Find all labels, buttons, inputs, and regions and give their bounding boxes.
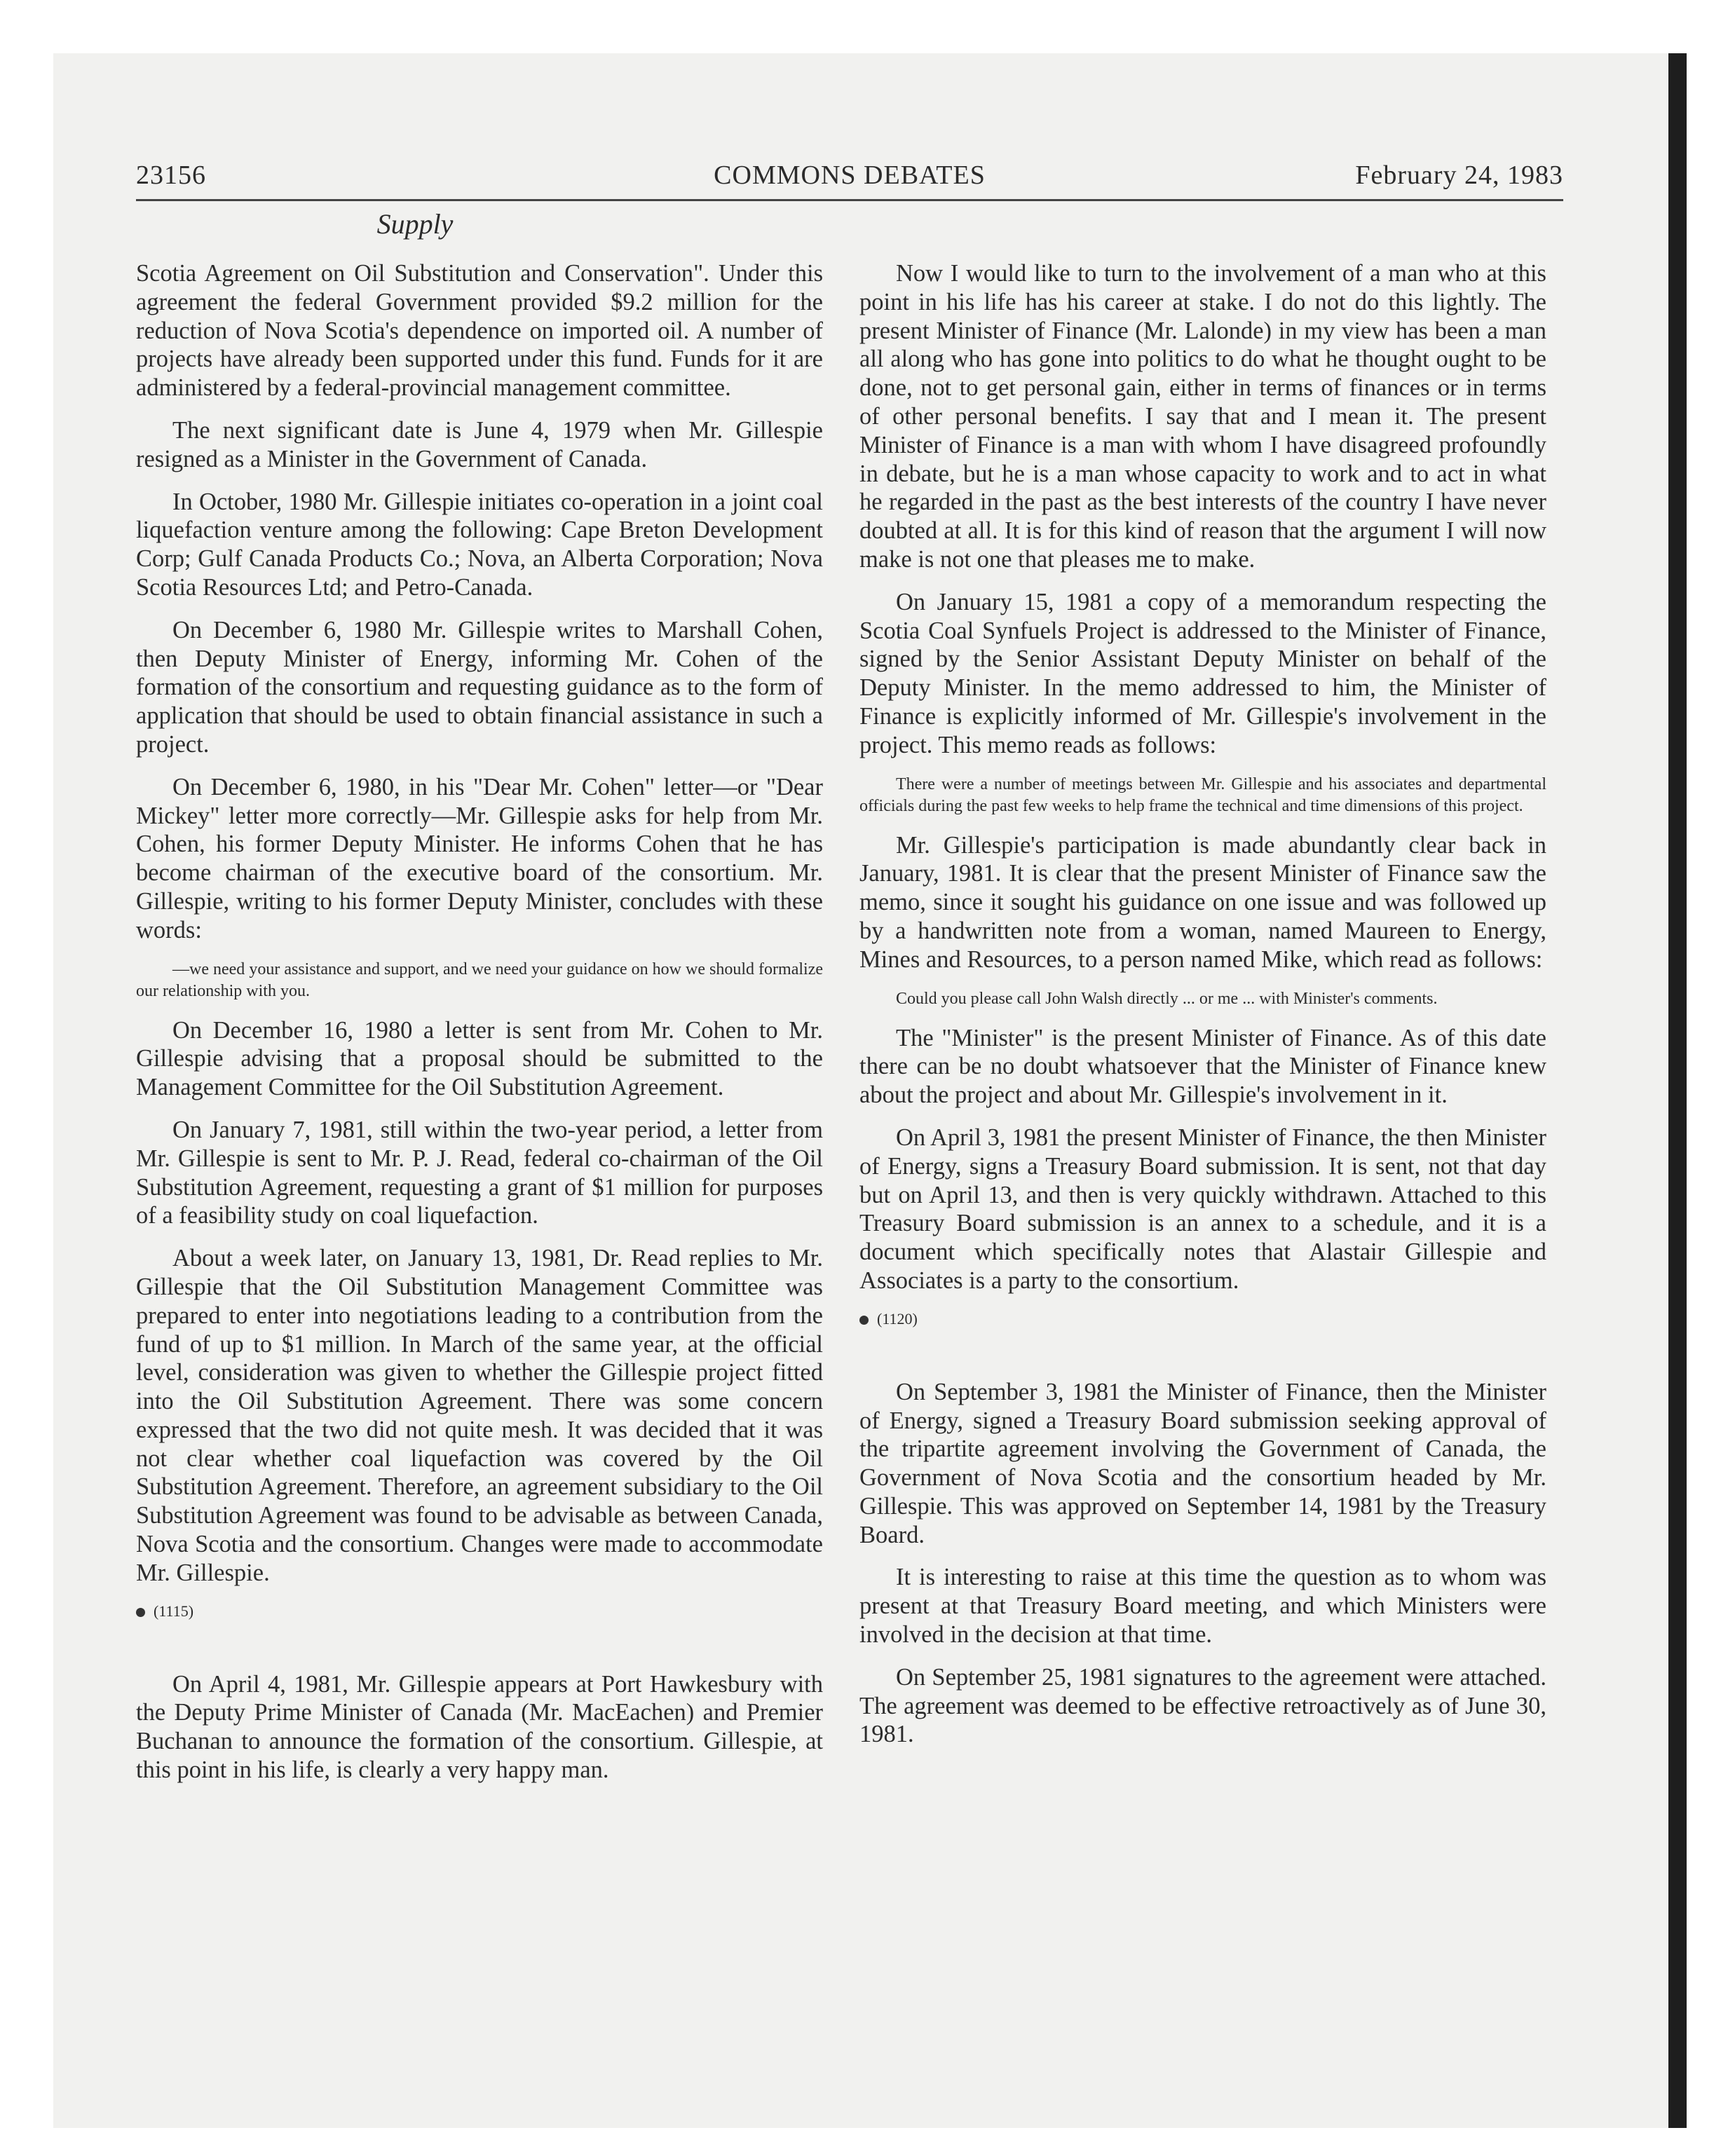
scan-edge <box>1668 53 1687 2128</box>
publication-date: February 24, 1983 <box>1355 161 1563 190</box>
paragraph: About a week later, on January 13, 1981, Dr. Read replies to Mr. Gillespie that the Oil Substitution Management Committee was prepared to enter into negotiations leading to a contribution from the fund of up to $1 million. In March of the same year, at the official level, consideration was given to whether the Gillespie project fitted into the Oil Substitution Agreement. There was some concern expressed that the two did not quite mesh. It was decided that it was not clear whether coal liquefaction was covered by the Oil Substitution Agreement. Therefore, an agreement subsidiary to the Oil Substitution Agreement was found to be advisable as between Canada, Nova Scotia and the consortium. Changes were made to accommodate Mr. Gillespie. <box>136 1245 823 1586</box>
paragraph: Mr. Gillespie's participation is made abundantly clear back in January, 1981. It is clear that the present Minister of Finance saw the memo, since it sought his guidance on one issue and was followed up by a handwritten note from a woman, named Maureen to Energy, Mines and Resources, to a person named Mike, which read as follows: <box>859 831 1546 973</box>
paragraph: On September 25, 1981 signatures to the agreement were attached. The agreement was deemed to be effective retroactively as of June 30, 1981. <box>859 1663 1546 1748</box>
paragraph: Now I would like to turn to the involvement of a man who at this point in his life has his career at stake. I do not do this lightly. The present Minister of Finance (Mr. Lalonde) in my view has been a man all along who has gone into politics to do what he thought ought to be done, not to get personal gain, either in terms of finances or in terms of other personal benefits. I say that and I mean it. The present Minister of Finance is a man with whom I have disagreed profoundly in debate, but he is a man whose capacity to work and to act in what he regarded in the past as the best interests of the country I have never doubted at all. It is for this kind of reason that the argument I will now make is not one that pleases me to make. <box>859 260 1546 573</box>
paragraph: On December 6, 1980, in his "Dear Mr. Cohen" letter—or "Dear Mickey" letter more correctly—Mr. Gillespie asks for help from Mr. Cohen, his former Deputy Minister. He informs Cohen that he has become chairman of the executive board of the consortium. Mr. Gillespie, writing to his former Deputy Minister, concludes with these words: <box>136 773 823 943</box>
time-marker-label: (1115) <box>154 1602 194 1620</box>
paragraph: On September 3, 1981 the Minister of Finance, then the Minister of Energy, signed a Treasury Board submission seeking approval of the tripartite agreement involving the Government of Canada, the Government of Nova Scotia and the consortium headed by Mr. Gillespie. This was approved on September 14, 1981 by the Treasury Board. <box>859 1378 1546 1548</box>
block-quote: Could you please call John Walsh directly ... or me ... with Minister's comments. <box>896 989 1438 1008</box>
publication-title: COMMONS DEBATES <box>714 161 986 190</box>
right-column <box>859 259 1546 1763</box>
paragraph: On January 15, 1981 a copy of a memorandum respecting the Scotia Coal Synfuels Project is addressed to the Minister of Finance, signed by the Senior Assistant Deputy Minister on behalf of the Deputy Minister. In the memo addressed to him, the Minister of Finance is explicitly informed of Mr. Gillespie's involvement in the project. This memo reads as follows: <box>859 588 1546 758</box>
time-marker <box>859 1309 1546 1329</box>
paragraph: On April 3, 1981 the present Minister of Finance, the then Minister of Energy, signs a Treasury Board submission. It is sent, not that day but on April 13, and then is very quickly withdrawn. Attached to this Treasury Board submission is an annex to a schedule, and it is a document which specifically notes that Alastair Gillespie and Associates is a party to the consortium. <box>859 1124 1546 1294</box>
bullet-icon <box>859 1316 869 1325</box>
section-title: Supply <box>376 208 454 240</box>
bullet-icon <box>136 1608 145 1617</box>
page-number: 23156 <box>136 161 206 190</box>
paragraph: In October, 1980 Mr. Gillespie initiates co-operation in a joint coal liquefaction venture among the following: Cape Breton Development Corp; Gulf Canada Products Co.; Nova, an Alberta Corporation; Nova Scotia Resources Ltd; and Petro-Canada. <box>136 488 823 601</box>
paragraph: Scotia Agreement on Oil Substitution and Conservation". Under this agreement the federal Government provided $9.2 million for the reduction of Nova Scotia's dependence on imported oil. A number of projects have already been supported under this fund. Funds for it are administered by a federal-provincial management committee. <box>136 260 823 402</box>
paragraph: On January 7, 1981, still within the two-year period, a letter from Mr. Gillespie is sent to Mr. P. J. Read, federal co-chairman of the Oil Substitution Agreement, requesting a grant of $1 million for purposes of a feasibility study on coal liquefaction. <box>136 1116 823 1229</box>
block-quote: There were a number of meetings between Mr. Gillespie and his associates and departmental officials during the past few weeks to help frame the technical and time dimensions of this project. <box>859 775 1546 815</box>
block-quote: —we need your assistance and support, and we need your guidance on how we should formalize our relationship with you. <box>136 960 823 1000</box>
header-rule <box>136 199 1563 201</box>
paragraph: On April 4, 1981, Mr. Gillespie appears at Port Hawkesbury with the Deputy Prime Minister of Canada (Mr. MacEachen) and Premier Buchanan to announce the formation of the consortium. Gillespie, at this point in his life, is clearly a very happy man. <box>136 1670 823 1784</box>
time-marker <box>136 1602 823 1621</box>
paragraph: The next significant date is June 4, 1979 when Mr. Gillespie resigned as a Minister in the Government of Canada. <box>136 416 823 472</box>
paragraph: On December 6, 1980 Mr. Gillespie writes to Marshall Cohen, then Deputy Minister of Energy, informing Mr. Cohen of the formation of the consortium and requesting guidance as to the form of application that should be used to obtain financial assistance in such a project. <box>136 616 823 758</box>
paragraph: The "Minister" is the present Minister of Finance. As of this date there can be no doubt whatsoever that the Minister of Finance knew about the project and about Mr. Gillespie's involvement in it. <box>859 1024 1546 1109</box>
time-marker-label: (1120) <box>877 1309 918 1328</box>
paragraph: On December 16, 1980 a letter is sent from Mr. Cohen to Mr. Gillespie advising that a proposal should be submitted to the Management Committee for the Oil Substitution Agreement. <box>136 1016 823 1101</box>
paragraph: It is interesting to raise at this time the question as to whom was present at that Treasury Board meeting, and which Ministers were involved in the decision at that time. <box>859 1564 1546 1649</box>
page-header <box>136 160 1563 199</box>
left-column <box>136 259 823 1799</box>
